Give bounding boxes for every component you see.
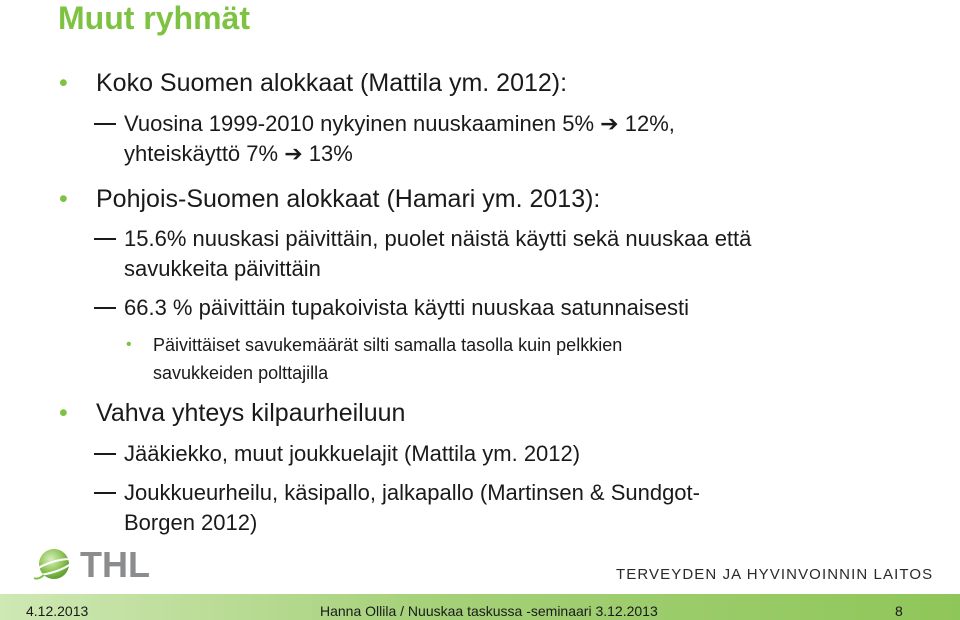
bullet-dot-icon: • — [59, 185, 68, 213]
sub-bullet-1 — [124, 109, 924, 169]
sub-bullet-4 — [124, 439, 924, 469]
bullet-1 — [59, 68, 568, 99]
sub-sub-bullet-line: Päivittäiset savukemäärät silti samalla tasolla kuin pelkkien — [153, 335, 623, 355]
sub-bullet-2 — [124, 224, 924, 284]
sub-bullet-line: Joukkueurheilu, käsipallo, jalkapallo (Martinsen & Sundgot- — [124, 480, 700, 505]
bullet-dot-icon: • — [59, 69, 68, 97]
thl-globe-logo-icon — [32, 544, 162, 584]
sub-sub-bullet-line: savukkeiden polttajilla — [153, 363, 329, 383]
bullet-text: Vahva yhteys kilpaurheiluun — [96, 399, 406, 427]
footer-bar — [0, 594, 960, 620]
sub-bullet-line: Vuosina 1999-2010 nykyinen nuuskaaminen 5% ➔ 12%, — [124, 111, 675, 136]
footer-date: 4.12.2013 — [26, 603, 89, 619]
sub-bullet-line: Jääkiekko, muut joukkuelajit (Mattila ym. 2012) — [124, 441, 581, 466]
sub-sub-bullet-1 — [126, 331, 813, 387]
dash-icon — [94, 307, 116, 309]
slide-title: Muut ryhmät — [58, 0, 250, 36]
sub-bullet-5 — [124, 478, 924, 538]
bullet-text: Koko Suomen alokkaat (Mattila ym. 2012): — [96, 69, 568, 97]
dash-icon — [94, 453, 116, 455]
sub-bullet-3 — [124, 293, 924, 323]
dash-icon — [94, 123, 116, 125]
dash-icon — [94, 492, 116, 494]
sub-bullet-line: 15.6% nuuskasi päivittäin, puolet näistä käytti sekä nuuskaa että — [124, 226, 752, 251]
sub-bullet-line: savukkeita päivittäin — [124, 256, 321, 281]
sub-bullet-line: 66.3 % päivittäin tupakoivista käytti nuuskaa satunnaisesti — [124, 295, 689, 320]
thl-logo — [32, 544, 162, 584]
dash-icon — [94, 238, 116, 240]
sub-bullet-line: yhteiskäyttö 7% ➔ 13% — [124, 141, 353, 166]
sub-bullet-line: Borgen 2012) — [124, 510, 258, 535]
organization-name: TERVEYDEN JA HYVINVOINNIN LAITOS — [616, 566, 934, 583]
footer-presenter: Hanna Ollila / Nuuskaa taskussa -seminaari 3.12.2013 — [320, 603, 658, 619]
bullet-dot-icon: • — [59, 399, 68, 427]
bullet-2 — [59, 184, 601, 215]
small-bullet-dot-icon: • — [126, 336, 132, 353]
page-number: 8 — [895, 603, 903, 619]
logo-text: THL — [80, 544, 150, 584]
bullet-text: Pohjois-Suomen alokkaat (Hamari ym. 2013): — [96, 185, 601, 213]
bullet-3 — [59, 398, 406, 429]
